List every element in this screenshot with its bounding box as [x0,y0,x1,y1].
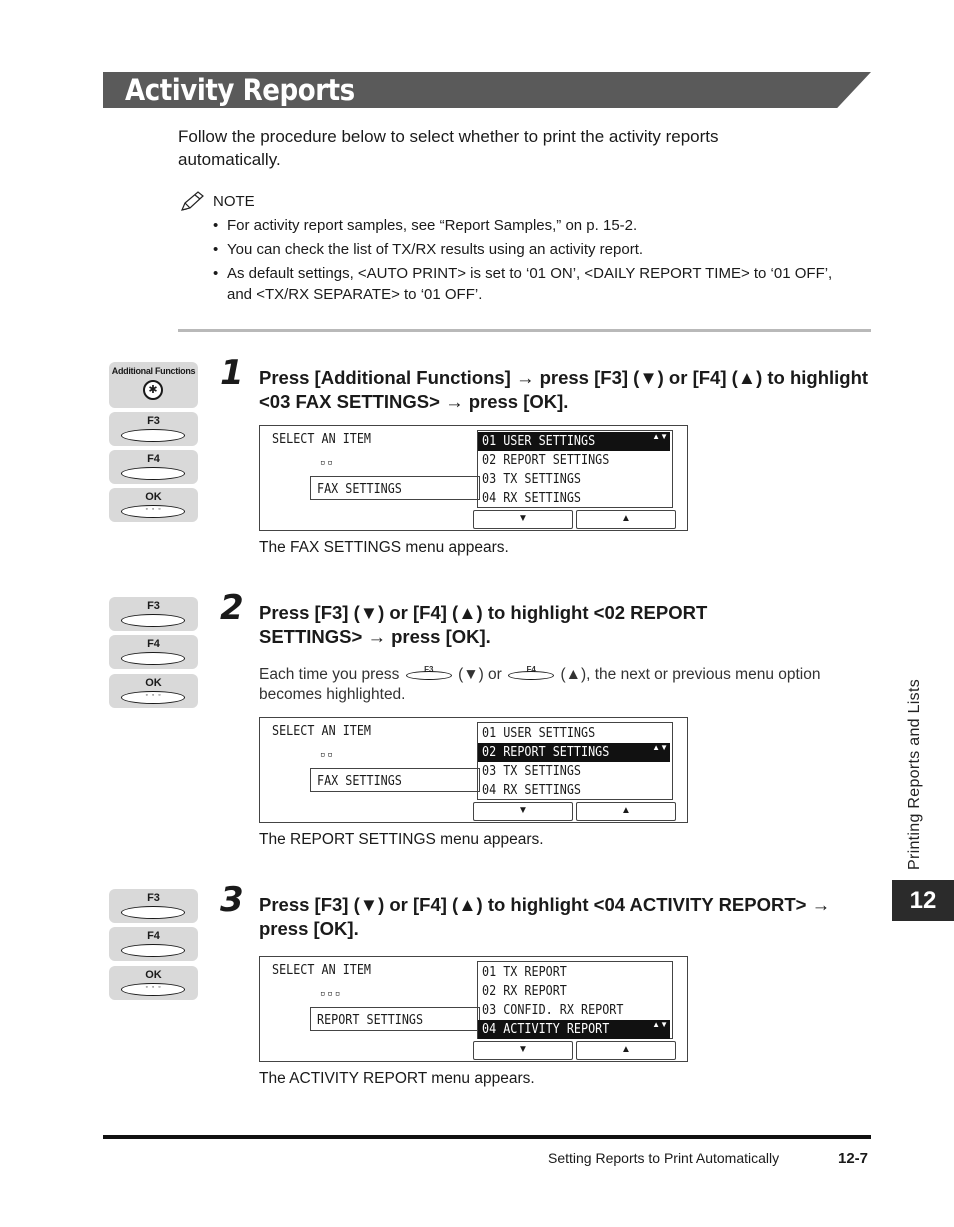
key-oval-icon [121,614,185,627]
lcd-menu-text: 03 TX SETTINGS [482,763,582,779]
f3-key-inline [404,664,454,682]
lcd-menu-text: 01 USER SETTINGS [482,725,596,741]
lcd-current-menu [310,1007,480,1031]
lcd-current-label: FAX SETTINGS [317,481,402,497]
lcd-menu-text: 04 RX SETTINGS [482,782,582,798]
note-label: NOTE [213,193,255,210]
note-item: • You can check the list of TX/RX results using an activity report. [213,239,853,260]
lcd-menu-text: 01 USER SETTINGS [482,433,596,449]
chapter-tab: 12 [892,880,954,921]
note-item: • For activity report samples, see “Report Samples,” on p. 15-2. [213,215,853,236]
lcd-menu-item [478,982,660,1001]
lcd-menu-item [478,451,660,470]
footer-section: Setting Reports to Print Automatically [548,1150,780,1166]
ok-key [109,966,198,1000]
key-oval-icon [508,671,554,680]
lcd-menu-item [478,743,670,762]
key-dots: ◦ ◦ ◦ [145,692,162,699]
key-label: F3 [147,415,160,427]
body-text: Each time you press [259,666,400,683]
lcd-menu-item [478,432,670,451]
key-oval-icon [121,906,185,919]
key-dots: ◦ ◦ ◦ [145,506,162,513]
step-caption: The ACTIVITY REPORT menu appears. [259,1070,535,1087]
lcd-screen [259,425,688,531]
lcd-down-button: ▼ [473,802,573,821]
scroll-arrows-icon: ▲▼ [652,743,668,752]
lcd-screen [259,717,688,823]
key-dots: ◦ ◦ ◦ [145,984,162,991]
step-caption: The REPORT SETTINGS menu appears. [259,831,544,848]
key-label: OK [145,969,162,981]
lcd-menu-item [478,963,660,982]
f4-key [109,635,198,669]
note-list [213,215,853,308]
lcd-menu-item [478,781,660,800]
lcd-prompt: SELECT AN ITEM [272,723,372,739]
lcd-up-button: ▲ [576,510,676,529]
lcd-down-button: ▼ [473,510,573,529]
f3-key [109,412,198,446]
step-heading: Press [F3] (▼) or [F4] (▲) to highlight <02 REPORT SETTINGS> → press [OK]. [259,602,708,647]
side-tab-label: Printing Reports and Lists [906,678,923,870]
lcd-menu-item [478,762,660,781]
key-label: OK [145,677,162,689]
key-label: F4 [147,453,160,465]
f4-key [109,450,198,484]
scroll-arrows-icon: ▲▼ [652,432,668,441]
intro-text: Follow the procedure below to select whether to print the activity reports automatically. [178,127,719,169]
lcd-screen [259,956,688,1062]
lcd-menu-item [478,1020,670,1039]
key-label: OK [145,491,162,503]
f3-key [109,889,198,923]
lcd-menu-text: 03 CONFID. RX REPORT [482,1002,624,1018]
additional-functions-icon: ✱ [143,380,163,400]
lcd-current-label: REPORT SETTINGS [317,1012,424,1028]
pencil-icon [180,190,206,212]
lcd-down-button: ▼ [473,1041,573,1060]
f4-key-inline [506,664,556,682]
step-number: 3 [220,880,244,920]
step-number: 1 [220,353,244,393]
lcd-menu-text: 02 REPORT SETTINGS [482,744,610,760]
note-item: • As default settings, <AUTO PRINT> is set to ‘01 ON’, <DAILY REPORT TIME> to ‘01 OFF’, and <TX/RX SEPARATE> to ‘01 OFF’. [213,263,853,305]
scroll-arrows-icon: ▲▼ [652,1020,668,1029]
f3-key [109,597,198,631]
lcd-breadcrumb: ▫▫ [320,458,335,468]
key-oval-icon [121,467,185,480]
lcd-current-menu [310,768,480,792]
lcd-breadcrumb: ▫▫ [320,750,335,760]
body-text: (▲), the next or previous menu option becomes highlighted. [259,666,821,703]
footer-rule [103,1135,871,1139]
lcd-menu-text: 02 REPORT SETTINGS [482,452,610,468]
key-oval-icon [121,652,185,665]
key-oval-icon [406,671,452,680]
lcd-menu-text: 02 RX REPORT [482,983,567,999]
step-number: 2 [220,588,244,628]
key-label: Additional Functions [111,366,196,376]
lcd-menu-list [477,961,673,1039]
key-label: F3 [424,665,434,674]
lcd-current-label: FAX SETTINGS [317,773,402,789]
additional-functions-key [109,362,198,408]
lcd-menu-list [477,722,673,800]
lcd-menu-text: 01 TX REPORT [482,964,567,980]
lcd-up-button: ▲ [576,1041,676,1060]
lcd-menu-text: 03 TX SETTINGS [482,471,582,487]
ok-key [109,674,198,708]
key-oval-icon [121,944,185,957]
lcd-prompt: SELECT AN ITEM [272,431,372,447]
f4-key [109,927,198,961]
key-label: F3 [147,892,160,904]
key-label: F3 [147,600,160,612]
lcd-prompt: SELECT AN ITEM [272,962,372,978]
step-body [259,664,879,705]
step-heading: Press [Additional Functions] → press [F3] (▼) or [F4] (▲) to highlight <03 FAX SETTINGS> → press [OK]. [259,367,869,412]
lcd-menu-item [478,489,660,508]
step-heading: Press [F3] (▼) or [F4] (▲) to highlight <04 ACTIVITY REPORT> → press [OK]. [259,894,831,939]
key-oval-icon [121,429,185,442]
lcd-menu-list [477,430,673,508]
lcd-current-menu [310,476,480,500]
lcd-menu-text: 04 RX SETTINGS [482,490,582,506]
body-text: (▼) or [458,666,502,683]
page-title: Activity Reports [125,73,355,107]
page-number: 12-7 [838,1150,869,1167]
lcd-menu-item [478,724,660,743]
step-caption: The FAX SETTINGS menu appears. [259,539,509,556]
key-label: F4 [147,638,160,650]
lcd-menu-item [478,470,660,489]
lcd-up-button: ▲ [576,802,676,821]
lcd-menu-item [478,1001,660,1020]
lcd-breadcrumb: ▫▫▫ [320,989,343,999]
key-label: F4 [526,665,536,674]
key-label: F4 [147,930,160,942]
section-divider [178,329,871,332]
ok-key [109,488,198,522]
lcd-menu-text: 04 ACTIVITY REPORT [482,1021,610,1037]
